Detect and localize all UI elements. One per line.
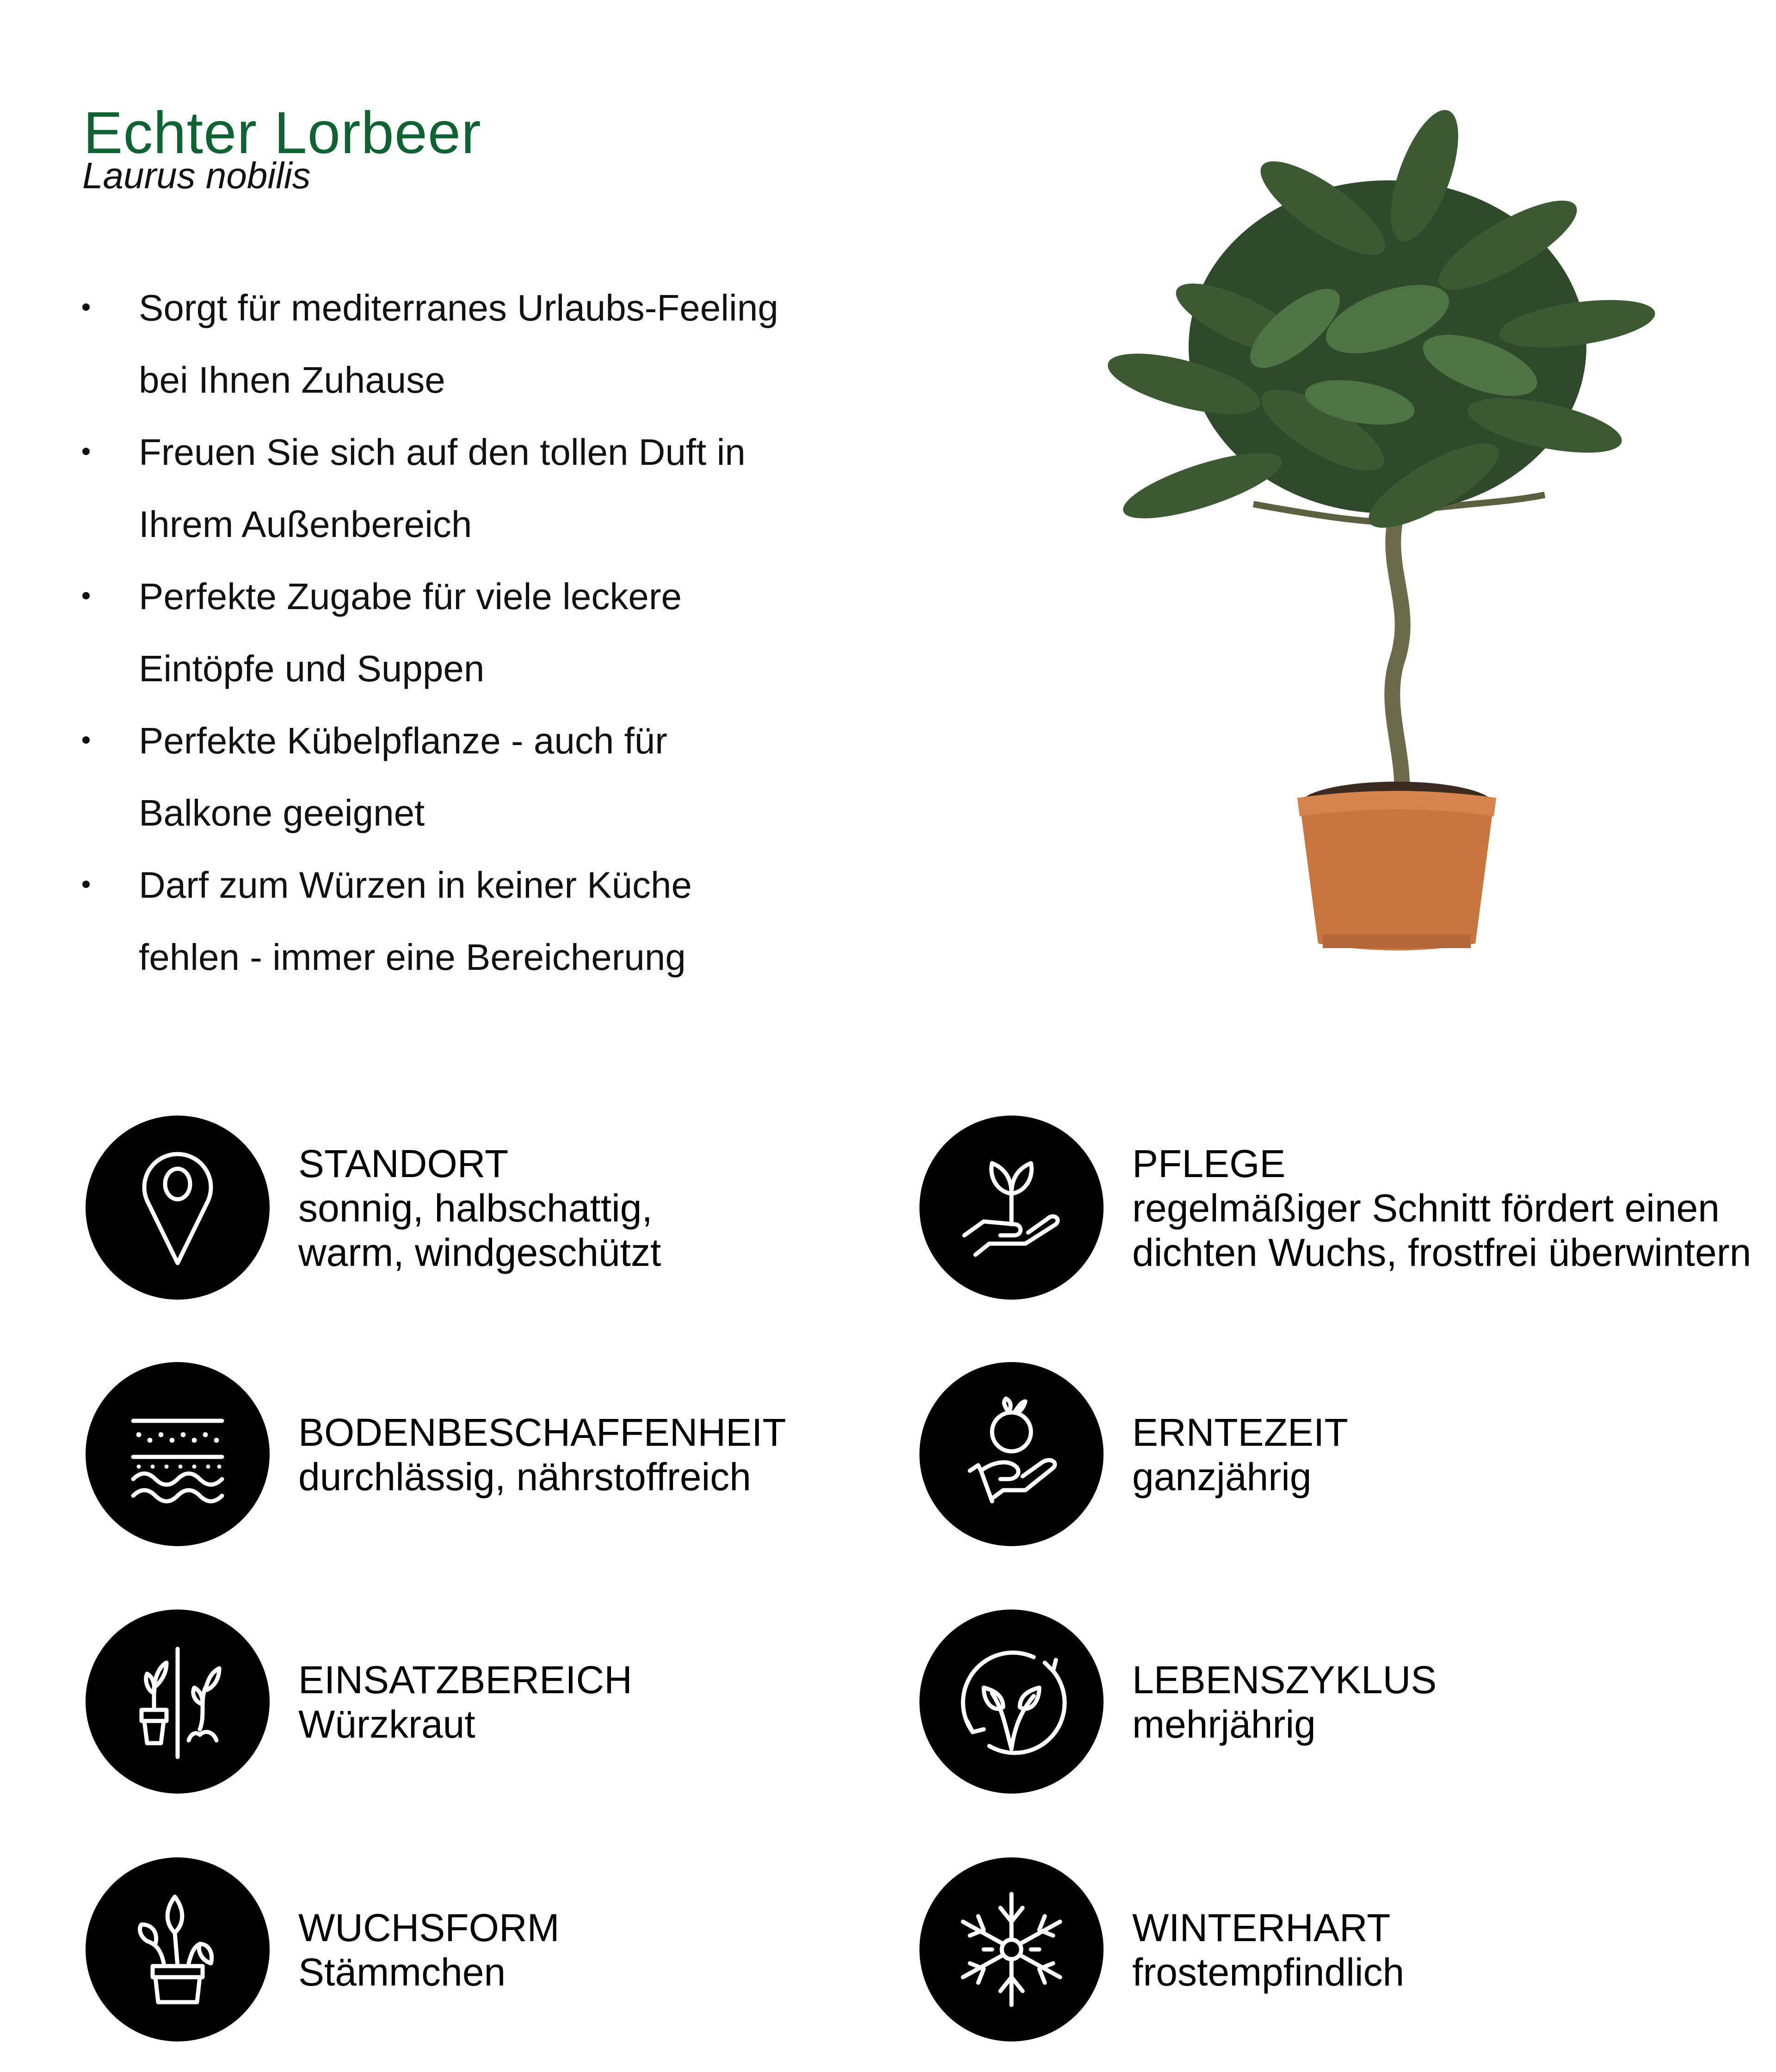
feature-value: regelmäßiger Schnitt fördert einen [1132,1186,1720,1230]
bullet-item: Perfekte Kübelpflanze - auch für Balkone geeignet [74,705,860,849]
pot-and-ground-icon [86,1610,270,1794]
feature-value: mehrjährig [1132,1702,1316,1746]
feature-value: frostempfindlich [1132,1950,1405,1994]
feature-einsatzbereich [86,1610,918,1794]
feature-erntezeit [919,1362,1752,1547]
feature-bodenbeschaffenheit [86,1362,918,1547]
feature-value: Stämmchen [298,1950,506,1994]
bullet-dot-icon [82,592,90,599]
feature-value: durchlässig, nährstoffreich [298,1455,751,1498]
bullet-dot-icon [82,881,90,888]
potted-plant-icon [86,1857,270,2041]
plant-in-hand-icon [919,1116,1104,1300]
feature-pflege [919,1116,1752,1301]
feature-label: LEBENSZYKLUS [1132,1658,1437,1702]
fruit-in-hand-icon [919,1362,1104,1546]
feature-standort [86,1116,918,1301]
feature-label: BODENBESCHAFFENHEIT [298,1411,786,1454]
feature-value: dichten Wuchs, frostfrei überwintern [1132,1231,1751,1274]
feature-label: ERNTEZEIT [1132,1411,1348,1454]
bullet-item: Perfekte Zugabe für viele leckere Eintöpfe und Suppen [74,561,860,705]
feature-lebenszyklus [919,1610,1752,1794]
feature-label: STANDORT [298,1142,509,1185]
feature-value: Würzkraut [298,1702,475,1746]
bullet-item: Darf zum Würzen in keiner Küche fehlen - immer eine Bereicherung [74,849,860,993]
feature-label: EINSATZBEREICH [298,1658,632,1702]
bullet-dot-icon [82,303,90,311]
feature-winterhart [919,1857,1752,2042]
bullet-item: Freuen Sie sich auf den tollen Duft in Ihrem Außenbereich [74,416,860,561]
bullet-dot-icon [82,736,90,744]
feature-value: sonnig, halbschattig, [298,1186,653,1230]
bullet-item: Sorgt für mediterranes Urlaubs-Feeling bei Ihnen Zuhause [74,272,860,416]
feature-label: WUCHSFORM [298,1906,560,1949]
feature-wuchsform [86,1857,918,2042]
product-image [1101,106,1656,967]
snowflake-icon [919,1857,1104,2041]
feature-bullet-list [74,272,860,993]
feature-value: warm, windgeschützt [298,1231,661,1274]
bullet-dot-icon [82,448,90,455]
feature-label: WINTERHART [1132,1906,1391,1949]
feature-value: ganzjährig [1132,1455,1312,1498]
feature-label: PFLEGE [1132,1142,1286,1185]
lifecycle-sprout-icon [919,1610,1104,1794]
botanical-name: Laurus nobilis [82,155,311,196]
location-pin-icon [86,1116,270,1300]
soil-layers-icon [86,1362,270,1546]
product-title: Echter Lorbeer [83,99,481,166]
